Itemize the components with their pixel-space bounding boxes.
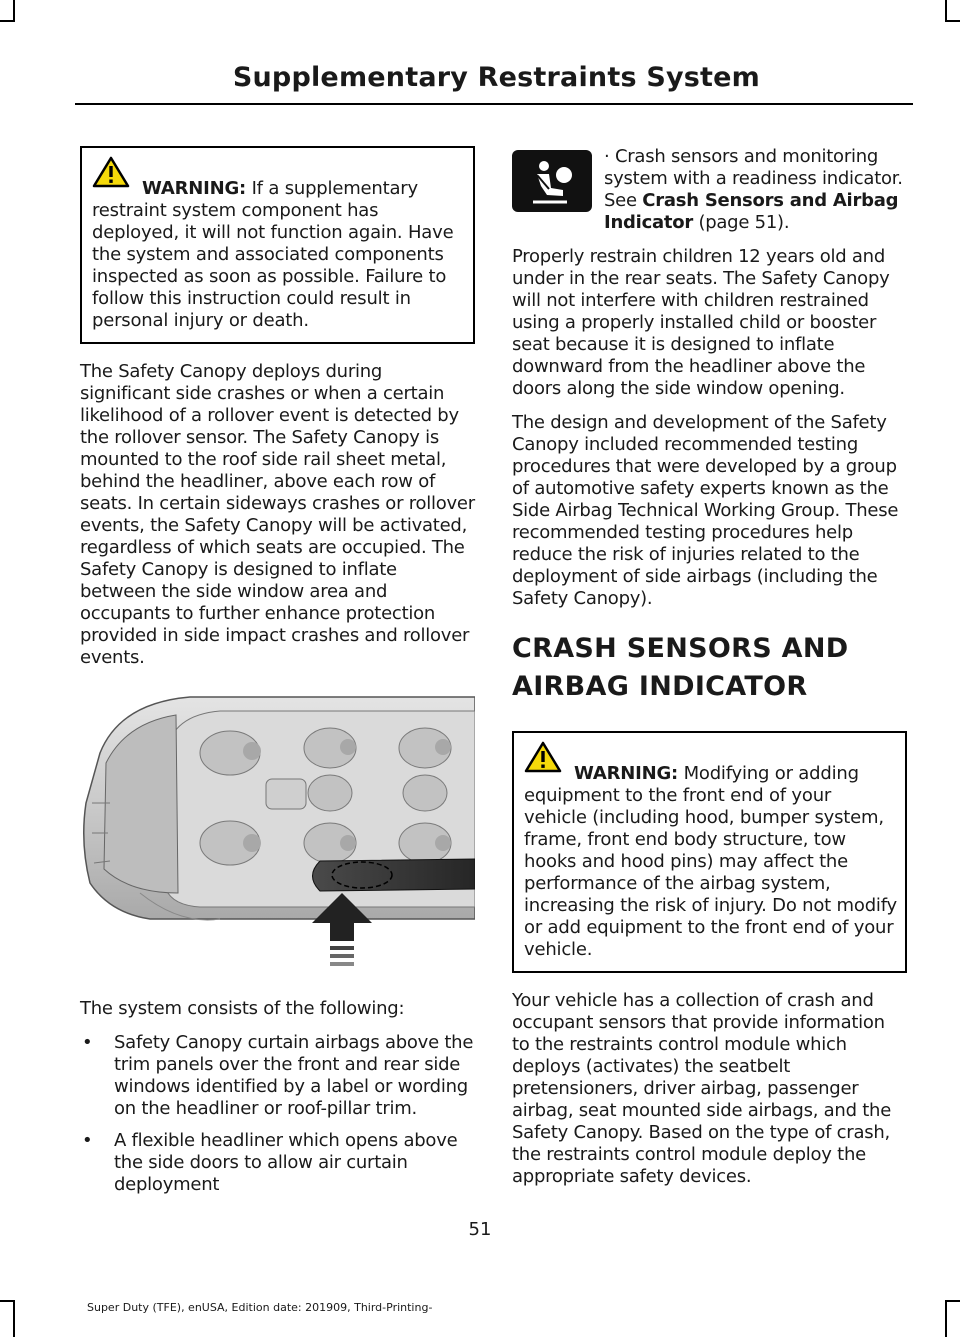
- airbag-indicator-icon: [512, 150, 592, 212]
- warning-lead: WARNING:: [142, 178, 247, 199]
- section-heading-line: AIRBAG INDICATOR: [512, 671, 808, 702]
- list-item-text: A flexible headliner which opens above the side doors to allow air curtain deployment: [114, 1130, 458, 1195]
- indicator-entry: [512, 146, 907, 234]
- warning-body: Modifying or adding equipment to the front end of your vehicle (including hood, bumper system, frame, front end body structure, tow hooks and hood pins) may affect the performance of the airbag system, increasing the risk of injury. Do not modify or add equipment to the front end of your vehicle.: [524, 763, 897, 960]
- section-heading-line: CRASH SENSORS AND: [512, 633, 849, 664]
- page-number: 51: [468, 1219, 492, 1240]
- list-item: [80, 1130, 475, 1196]
- left-column: [80, 146, 475, 1206]
- bullet-marker: •: [82, 1130, 93, 1151]
- warning-box: [80, 146, 475, 344]
- bullet-marker: •: [82, 1032, 93, 1053]
- warning-text: [524, 763, 897, 961]
- crop-mark: [945, 0, 947, 22]
- bullet-list: [80, 1032, 475, 1196]
- crop-mark: [0, 20, 15, 22]
- right-column: [512, 146, 907, 1200]
- crop-mark: [0, 1300, 15, 1302]
- paragraph: Your vehicle has a collection of crash and occupant sensors that provide information to the restraints control module which deploys (activates) the seatbelt pretensioners, driver airbag, passenger airbag, seat mounted side airbags, and the Safety Canopy. Based on the type of crash, the restraints control module deploy the appropriate safety devices.: [512, 990, 892, 1187]
- page-reference: (page 51).: [692, 212, 790, 233]
- paragraph: Properly restrain children 12 years old and under in the rear seats. The Safety Canopy will not interfere with children restrained using a properly installed child or booster seat because it is designed to inflate downward from the headliner above the doors along the side window opening.: [512, 246, 890, 399]
- warning-lead: WARNING:: [574, 763, 679, 784]
- crop-mark: [13, 0, 15, 22]
- list-item-text: Safety Canopy curtain airbags above the trim panels over the front and rear side windows identified by a label or wording on the headliner or roof-pillar trim.: [114, 1032, 474, 1119]
- cross-reference-link[interactable]: Crash Sensors and Airbag Indicator: [604, 190, 899, 233]
- crop-mark: [945, 1300, 960, 1302]
- paragraph: The system consists of the following:: [80, 998, 405, 1019]
- header-rule: [75, 103, 913, 105]
- warning-body: If a supplementary restraint system component has deployed, it will not function again. Have the system and associated components inspected as soon as possible. Failure to follow this instruction could result in personal injury or death.: [92, 178, 454, 331]
- warning-box: [512, 731, 907, 973]
- section-heading: [512, 632, 907, 703]
- vehicle-safety-canopy-illustration: [80, 693, 475, 978]
- crop-mark: [13, 1300, 15, 1337]
- list-item: [80, 1032, 475, 1120]
- paragraph: The Safety Canopy deploys during significant side crashes or when a certain likelihood of a rollover event is detected by the rollover sensor. The Safety Canopy is mounted to the roof side rail sheet metal, behind the headliner, above each row of seats. In certain sideways crashes or rollover events, the Safety Canopy will be activated, regardless of which seats are occupied. The Safety Canopy is designed to inflate between the side window area and occupants to further enhance protection provided in side impact crashes and rollover events.: [80, 361, 475, 668]
- warning-triangle-icon: [92, 156, 130, 188]
- crop-mark: [945, 20, 960, 22]
- paragraph: The design and development of the Safety Canopy included recommended testing procedures that were developed by a group of automotive safety experts known as the Side Airbag Technical Working Group. These recommended testing procedures help reduce the risk of injuries related to the deployment of side airbags (including the Safety Canopy).: [512, 412, 899, 609]
- warning-triangle-icon: [524, 741, 562, 773]
- crop-mark: [945, 1300, 947, 1337]
- indicator-description: · Crash sensors and monitoring system with a readiness indicator. See: [604, 146, 903, 211]
- page-title: Supplementary Restraints System: [232, 62, 760, 93]
- edition-footer: Super Duty (TFE), enUSA, Edition date: 201909, Third-Printing-: [87, 1301, 433, 1314]
- warning-text: [92, 178, 465, 332]
